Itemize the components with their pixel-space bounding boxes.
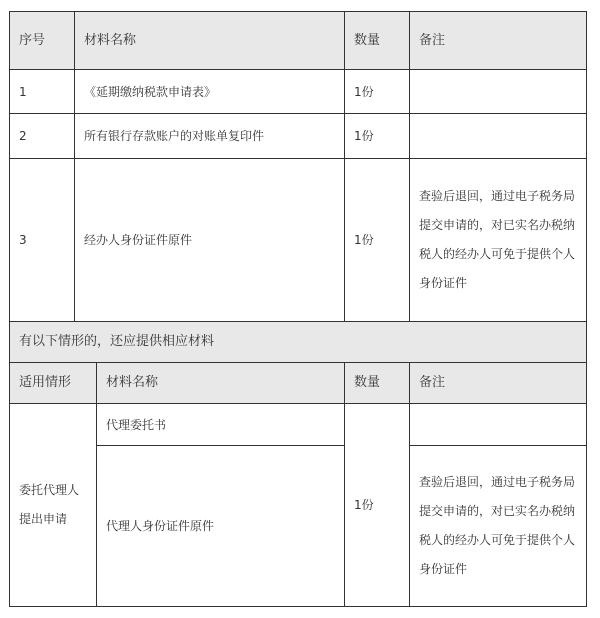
section-row-2-remarks: 查验后退回，通过电子税务局提交申请的，对已实名办税纳税人的经办人可免于提供个人身份证件	[409, 445, 587, 607]
section-row-1-material-name: 代理委托书	[96, 403, 345, 446]
header-section-quantity: 数量	[344, 362, 410, 404]
header-quantity: 数量	[344, 11, 410, 70]
row-2-index: 2	[9, 113, 75, 159]
header-material-name: 材料名称	[74, 11, 345, 70]
header-remarks: 备注	[409, 11, 587, 70]
row-3-remarks: 查验后退回，通过电子税务局提交申请的，对已实名办税纳税人的经办人可免于提供个人身份证件	[409, 158, 587, 322]
section-row-1-remarks	[409, 403, 587, 446]
row-1-remarks	[409, 69, 587, 114]
row-2-quantity: 1份	[344, 113, 410, 159]
section-quantity-cell: 1份	[344, 403, 410, 607]
header-section-remarks: 备注	[409, 362, 587, 404]
row-1-material-name: 《延期缴纳税款申请表》	[74, 69, 345, 114]
situation-cell: 委托代理人提出申请	[9, 403, 97, 607]
header-situation: 适用情形	[9, 362, 97, 404]
row-1-index: 1	[9, 69, 75, 114]
materials-table	[9, 11, 587, 607]
row-1-quantity: 1份	[344, 69, 410, 114]
row-3-quantity: 1份	[344, 158, 410, 322]
row-2-material-name: 所有银行存款账户的对账单复印件	[74, 113, 345, 159]
row-3-index: 3	[9, 158, 75, 322]
header-index: 序号	[9, 11, 75, 70]
header-section-material-name: 材料名称	[96, 362, 345, 404]
row-3-material-name: 经办人身份证件原件	[74, 158, 345, 322]
section-row-2-material-name: 代理人身份证件原件	[96, 445, 345, 607]
conditional-section-title: 有以下情形的，还应提供相应材料	[9, 321, 587, 363]
row-2-remarks	[409, 113, 587, 159]
